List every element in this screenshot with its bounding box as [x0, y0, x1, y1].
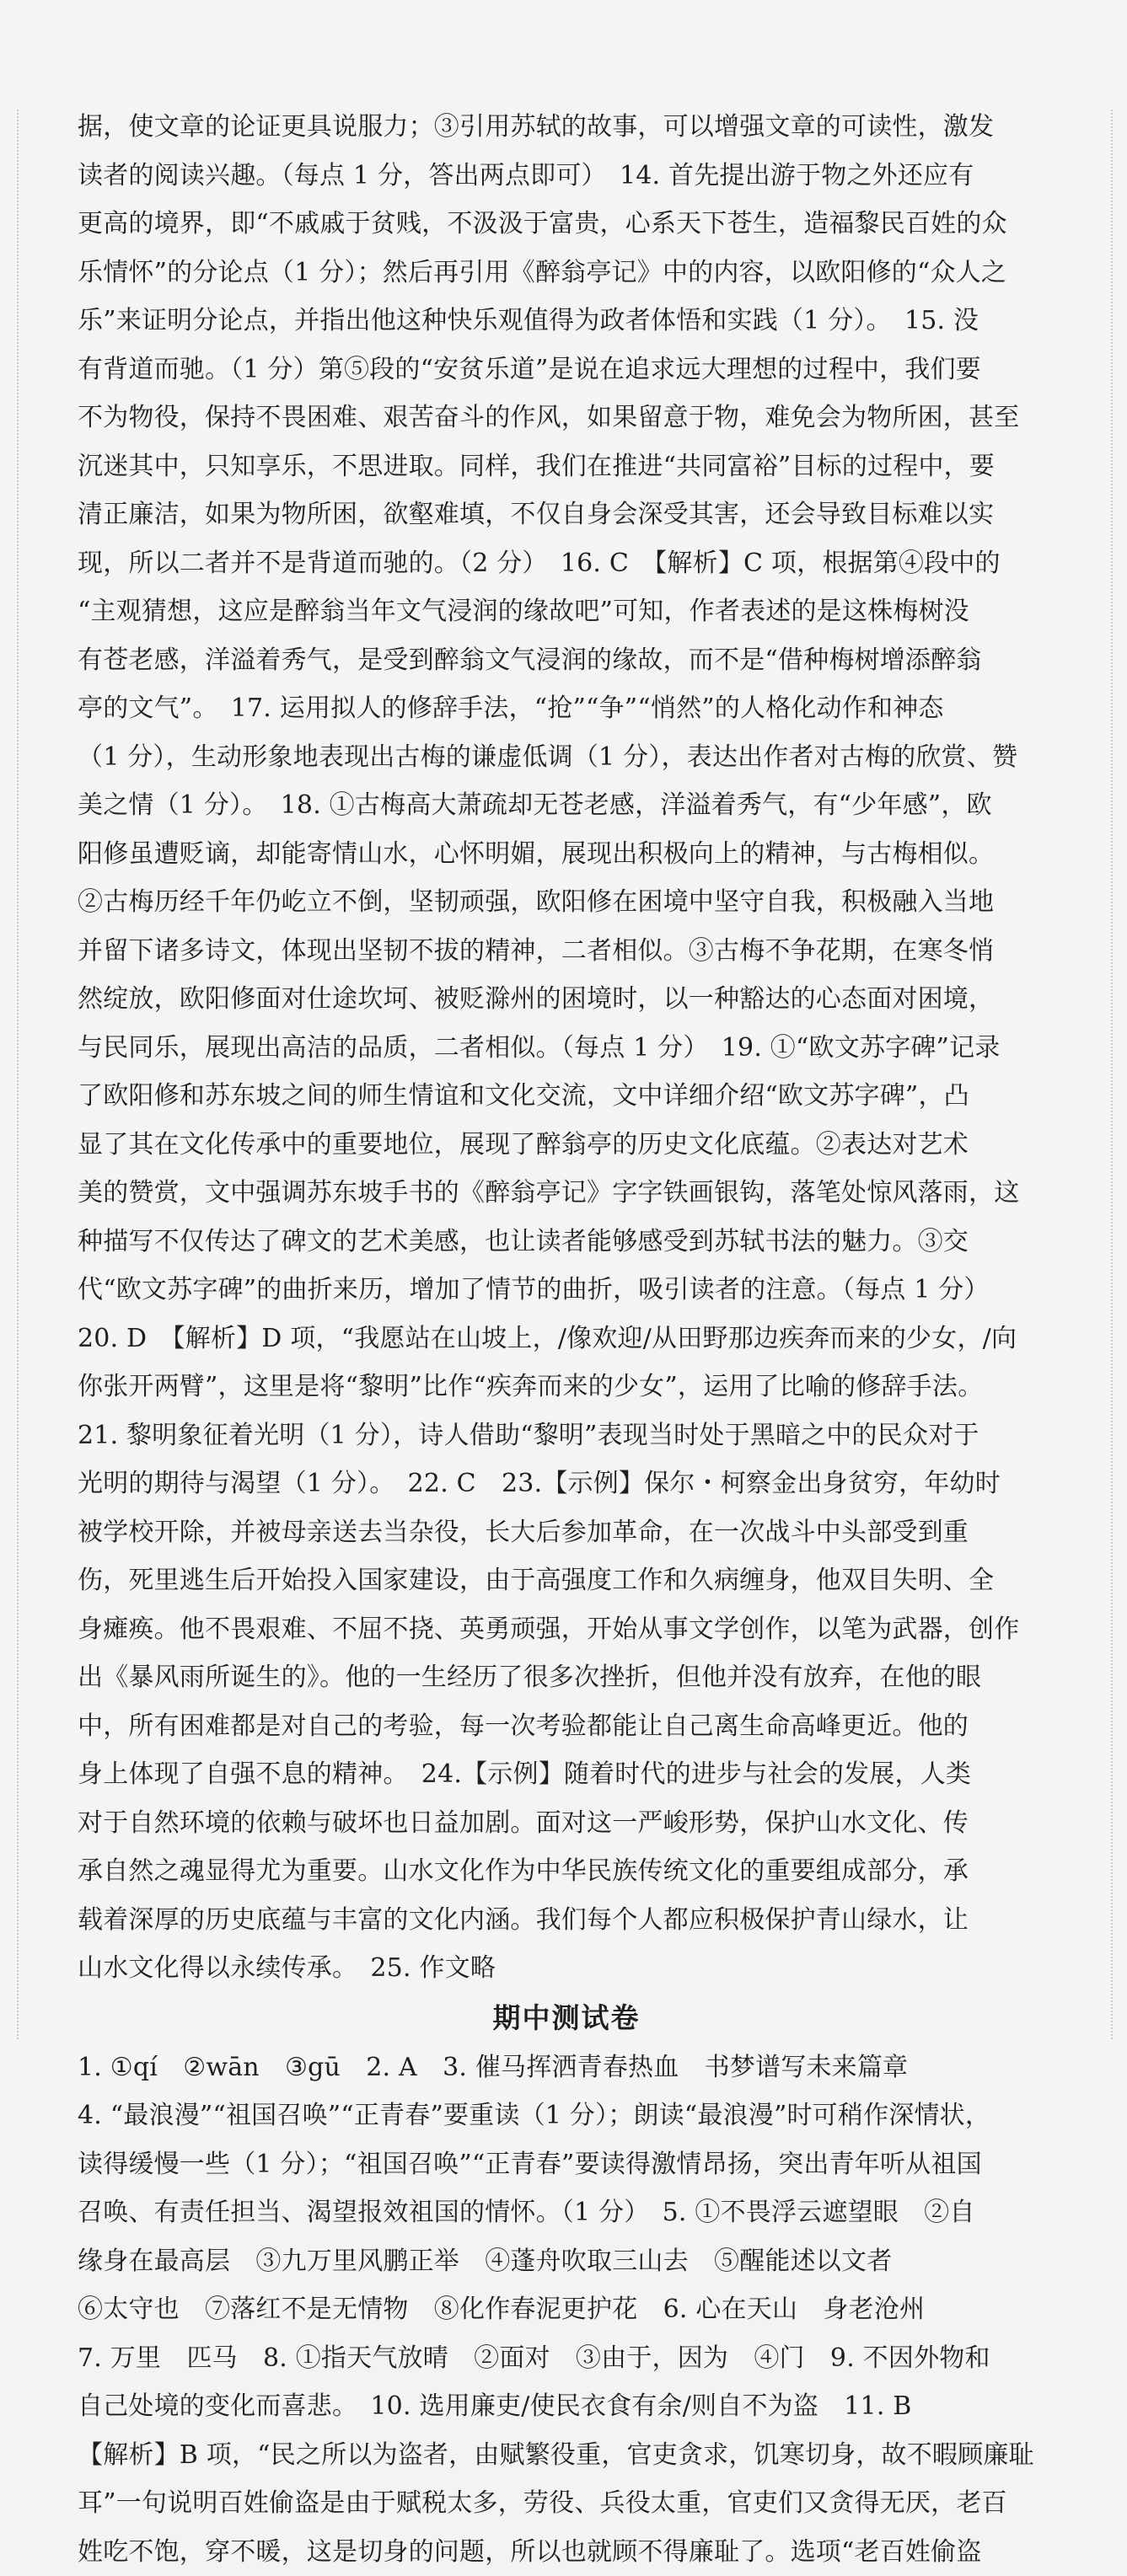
text-line: 承自然之魂显得尤为重要。山水文化作为中华民族传统文化的重要组成部分，承: [78, 1847, 1055, 1896]
text-line: 姓吃不饱，穿不暖，这是切身的问题，所以也就顾不得廉耻了。选项“老百姓偷盗: [78, 2528, 1055, 2576]
text-line: 21. 黎明象征着光明（1 分），诗人借助“黎明”表现当时处于黑暗之中的民众对于: [78, 1411, 1055, 1460]
text-line: 召唤、有责任担当、渴望报效祖国的情怀。（1 分） 5. ①不畏浮云遮望眼 ②自: [78, 2188, 1055, 2237]
text-line: 耳”一句说明百姓偷盗是由于赋税太多，劳役、兵役太重，官吏们又贪得无厌，老百: [78, 2479, 1055, 2528]
text-line: 了欧阳修和苏东坡之间的师生情谊和文化交流，文中详细介绍“欧文苏字碑”，凸: [78, 1072, 1055, 1121]
text-line: 光明的期待与渴望（1 分）。 22. C 23.【示例】保尔・柯察金出身贫穷，年幼时: [78, 1459, 1055, 1508]
text-line: 与民同乐，展现出高洁的品质，二者相似。（每点 1 分） 19. ①“欧文苏字碑”记录: [78, 1024, 1055, 1073]
text-line: 然绽放，欧阳修面对仕途坎坷、被贬滁州的困境时，以一种豁达的心态面对困境，: [78, 975, 1055, 1024]
answer-section-previous-unit: [78, 103, 1055, 1993]
text-line: 对于自然环境的依赖与破坏也日益加剧。面对这一严峻形势，保护山水文化、传: [78, 1799, 1055, 1848]
text-line: 沉迷其中，只知享乐，不思进取。同样，我们在推进“共同富裕”目标的过程中，要: [78, 442, 1055, 491]
text-line: 有苍老感，洋溢着秀气，是受到醉翁文气浸润的缘故，而不是“借种梅树增添醉翁: [78, 636, 1055, 685]
text-line: 并留下诸多诗文，体现出坚韧不拔的精神，二者相似。③古梅不争花期，在寒冬悄: [78, 927, 1055, 976]
text-line: 美的赞赏，文中强调苏东坡手书的《醉翁亭记》字字铁画银钩，落笔处惊风落雨，这: [78, 1169, 1055, 1218]
text-line: 现，所以二者并不是背道而驰的。（2 分） 16. C 【解析】C 项，根据第④段中的: [78, 539, 1055, 588]
text-line: 身瘫痪。他不畏艰难、不屈不挠、英勇顽强，开始从事文学创作，以笔为武器，创作: [78, 1605, 1055, 1654]
text-line: 自己处境的变化而喜悲。 10. 选用廉吏/使民衣食有余/则自不为盗 11. B: [78, 2382, 1055, 2431]
text-line: 你张开两臂”，这里是将“黎明”比作“疾奔而来的少女”，运用了比喻的修辞手法。: [78, 1363, 1055, 1411]
text-line: 清正廉洁，如果为物所困，欲壑难填，不仅自身会深受其害，还会导致目标难以实: [78, 490, 1055, 539]
text-line: 20. D 【解析】D 项，“我愿站在山坡上，/像欢迎/从田野那边疾奔而来的少女，/向: [78, 1315, 1055, 1363]
text-line: 乐情怀”的分论点（1 分）；然后再引用《醉翁亭记》中的内容，以欧阳修的“众人之: [78, 249, 1055, 297]
text-line: 中，所有困难都是对自己的考验，每一次考验都能让自己离生命高峰更近。他的: [78, 1702, 1055, 1751]
text-line: 种描写不仅传达了碑文的艺术美感，也让读者能够感受到苏轼书法的魅力。③交: [78, 1218, 1055, 1267]
text-line: 有背道而驰。（1 分）第⑤段的“安贫乐道”是说在追求远大理想的过程中，我们要: [78, 345, 1055, 394]
text-line: 【解析】B 项，“民之所以为盗者，由赋繁役重，官吏贪求，饥寒切身，故不暇顾廉耻: [78, 2431, 1055, 2480]
text-line: 缘身在最高层 ③九万里风鹏正举 ④蓬舟吹取三山去 ⑤醒能述以文者: [78, 2237, 1055, 2286]
text-line: 更高的境界，即“不戚戚于贫贱，不汲汲于富贵，心系天下苍生，造福黎民百姓的众: [78, 200, 1055, 249]
text-line: 被学校开除，并被母亲送去当杂役，长大后参加革命，在一次战斗中头部受到重: [78, 1508, 1055, 1557]
text-line: 显了其在文化传承中的重要地位，展现了醉翁亭的历史文化底蕴。②表达对艺术: [78, 1121, 1055, 1170]
right-margin-dotted-line: [1111, 110, 1113, 2039]
left-margin-dotted-line: [17, 110, 19, 2039]
text-line: 出《暴风雨所诞生的》。他的一生经历了很多次挫折，但他并没有放弃，在他的眼: [78, 1653, 1055, 1702]
answer-section-midterm-test: [78, 2043, 1055, 2576]
text-line: 读得缓慢一些（1 分）；“祖国召唤”“正青春”要读得激情昂扬，突出青年听从祖国: [78, 2140, 1055, 2189]
text-line: 读者的阅读兴趣。（每点 1 分，答出两点即可） 14. 首先提出游于物之外还应有: [78, 152, 1055, 201]
text-line: “主观猜想，这应是醉翁当年文气浸润的缘故吧”可知，作者表述的是这株梅树没: [78, 587, 1055, 636]
text-line: 据，使文章的论证更具说服力；③引用苏轼的故事，可以增强文章的可读性，激发: [78, 103, 1055, 152]
text-line: 身上体现了自强不息的精神。 24.【示例】随着时代的进步与社会的发展，人类: [78, 1750, 1055, 1799]
text-line: 亭的文气”。 17. 运用拟人的修辞手法，“抢”“争”“悄然”的人格化动作和神态: [78, 684, 1055, 733]
text-line: 伤，死里逃生后开始投入国家建设，由于高强度工作和久病缠身，他双目失明、全: [78, 1556, 1055, 1605]
text-line: 山水文化得以永续传承。 25. 作文略: [78, 1944, 1055, 1993]
text-line: 乐”来证明分论点，并指出他这种快乐观值得为政者体悟和实践（1 分）。 15. 没: [78, 297, 1055, 345]
section-heading: 期中测试卷: [78, 1993, 1055, 2043]
text-line: ②古梅历经千年仍屹立不倒，坚韧顽强，欧阳修在困境中坚守自我，积极融入当地: [78, 878, 1055, 927]
text-line: 7. 万里 匹马 8. ①指天气放晴 ②面对 ③由于，因为 ④门 9. 不因外物和: [78, 2334, 1055, 2383]
text-line: 阳修虽遭贬谪，却能寄情山水，心怀明媚，展现出积极向上的精神，与古梅相似。: [78, 830, 1055, 879]
text-line: 4. “最浪漫”“祖国召唤”“正青春”要重读（1 分）；朗读“最浪漫”时可稍作深情状，: [78, 2091, 1055, 2140]
text-line: 1. ①qí ②wān ③gū 2. A 3. 催马挥洒青春热血 书梦谱写未来篇章: [78, 2043, 1055, 2092]
page-content: [78, 103, 1055, 2576]
text-line: 美之情（1 分）。 18. ①古梅高大萧疏却无苍老感，洋溢着秀气，有“少年感”，欧: [78, 781, 1055, 830]
text-line: （1 分），生动形象地表现出古梅的谦虚低调（1 分），表达出作者对古梅的欣赏、赞: [78, 733, 1055, 782]
text-line: ⑥太守也 ⑦落红不是无情物 ⑧化作春泥更护花 6. 心在天山 身老沧州: [78, 2285, 1055, 2334]
text-line: 代“欧文苏字碑”的曲折来历，增加了情节的曲折，吸引读者的注意。（每点 1 分）: [78, 1266, 1055, 1315]
text-line: 不为物役，保持不畏困难、艰苦奋斗的作风，如果留意于物，难免会为物所困，甚至: [78, 394, 1055, 442]
text-line: 载着深厚的历史底蕴与丰富的文化内涵。我们每个人都应积极保护青山绿水，让: [78, 1896, 1055, 1945]
